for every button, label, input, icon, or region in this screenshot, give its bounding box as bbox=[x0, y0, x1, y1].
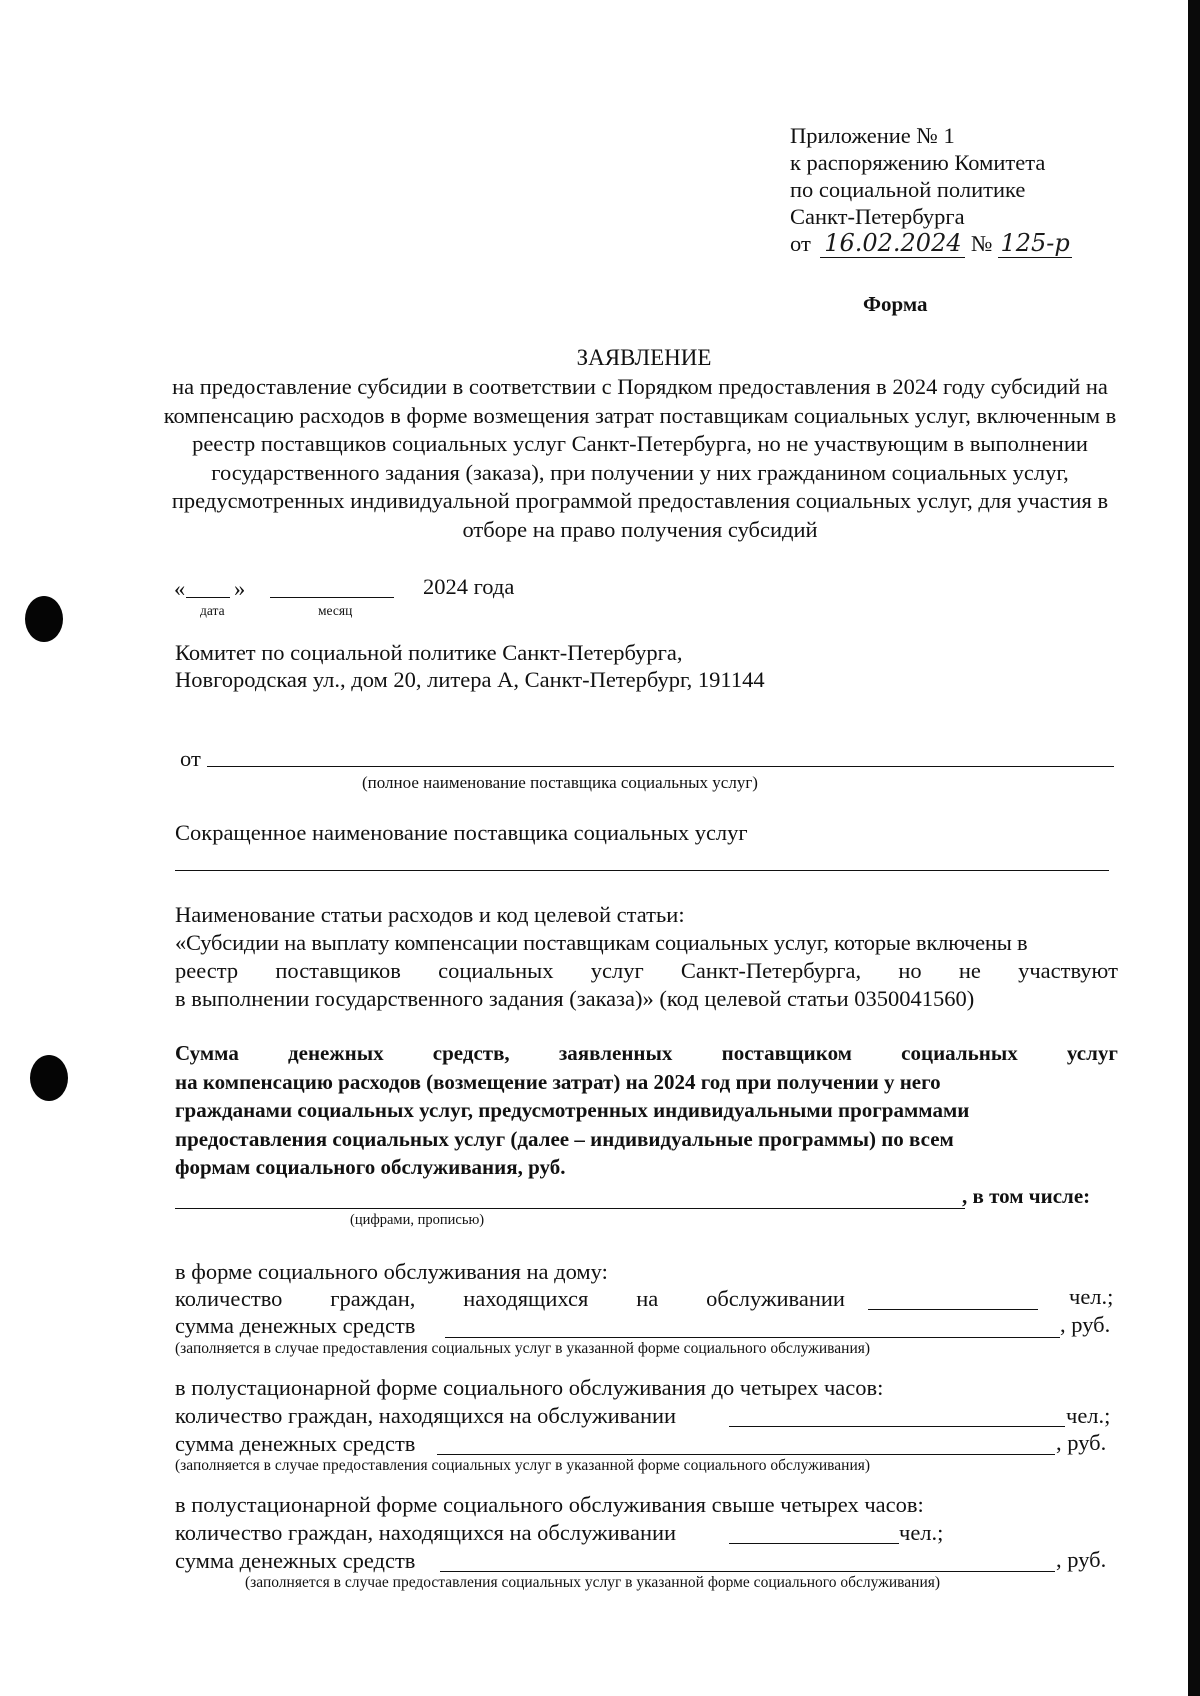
provider-full-name-caption: (полное наименование поставщика социальных услуг) bbox=[362, 773, 758, 792]
expense-word: реестр bbox=[175, 958, 239, 983]
home-sum-unit: , руб. bbox=[1060, 1312, 1111, 1337]
punch-hole-bottom bbox=[30, 1055, 68, 1101]
handwritten-number: 125-р bbox=[998, 230, 1072, 258]
semi-over4-count-field[interactable] bbox=[729, 1543, 899, 1544]
date-month-field[interactable] bbox=[270, 597, 394, 598]
appendix-from-prefix: от bbox=[790, 231, 811, 256]
amount-word: средств, bbox=[432, 1041, 510, 1065]
home-sum-field[interactable] bbox=[445, 1337, 1060, 1338]
amount-word: услуг bbox=[1066, 1041, 1118, 1065]
semi-under4-sum-unit: , руб. bbox=[1056, 1430, 1107, 1455]
addressee-line-2: Новгородская ул., дом 20, литера А, Санкт-Петербург, 191144 bbox=[175, 667, 765, 692]
expense-line-1: «Субсидии на выплату компенсации поставщикам социальных услуг, которые включены в bbox=[175, 930, 1028, 955]
semi-over4-count-unit: чел.; bbox=[899, 1520, 944, 1545]
short-name-label: Сокращенное наименование поставщика социальных услуг bbox=[175, 820, 748, 845]
document-title: ЗАЯВЛЕНИЕ bbox=[576, 345, 712, 370]
date-close-quote: » bbox=[234, 576, 246, 601]
appendix-block bbox=[790, 122, 1072, 258]
date-open-quote: « bbox=[174, 576, 186, 601]
amount-line-2: на компенсацию расходов (возмещение затрат) на 2024 год при получении у него bbox=[175, 1069, 941, 1094]
semi-under4-sum-label: сумма денежных средств bbox=[175, 1431, 416, 1456]
including-label: , в том числе: bbox=[962, 1184, 1091, 1208]
home-count-word: обслуживании bbox=[706, 1286, 845, 1311]
punch-hole-top bbox=[25, 596, 63, 642]
amount-line-3: гражданами социальных услуг, предусмотренных индивидуальными программами bbox=[175, 1098, 970, 1123]
semi-under4-count-unit: чел.; bbox=[1066, 1403, 1111, 1428]
expense-label: Наименование статьи расходов и код целевой статьи: bbox=[175, 902, 685, 927]
amount-statement bbox=[175, 1039, 1118, 1182]
semi-over4-count-label: количество граждан, находящихся на обслуживании bbox=[175, 1520, 677, 1545]
home-count-field[interactable] bbox=[868, 1309, 1038, 1310]
expense-word: социальных bbox=[438, 958, 554, 983]
home-count-word: на bbox=[636, 1286, 659, 1311]
semi-over4-sum-unit: , руб. bbox=[1056, 1547, 1107, 1572]
appendix-line-1: Приложение № 1 bbox=[790, 123, 955, 148]
amount-word: социальных bbox=[901, 1041, 1018, 1065]
home-sum-label: сумма денежных средств bbox=[175, 1313, 416, 1338]
appendix-line-3: по социальной политике bbox=[790, 177, 1026, 202]
addressee-line-1: Комитет по социальной политике Санкт-Петербурга, bbox=[175, 640, 683, 665]
expense-word: Санкт-Петербурга, bbox=[680, 958, 862, 983]
home-heading: в форме социального обслуживания на дому: bbox=[175, 1259, 608, 1284]
date-day-caption: дата bbox=[200, 603, 225, 618]
home-count-unit: чел.; bbox=[1069, 1284, 1114, 1309]
appendix-line-4: Санкт-Петербурга bbox=[790, 204, 965, 229]
amount-word: денежных bbox=[288, 1041, 384, 1065]
semi-over4-sum-field[interactable] bbox=[440, 1571, 1055, 1572]
amount-word: заявленных bbox=[558, 1041, 673, 1065]
total-amount-field[interactable] bbox=[175, 1208, 965, 1209]
expense-word: поставщиков bbox=[275, 958, 401, 983]
semi-over4-sum-label: сумма денежных средств bbox=[175, 1548, 416, 1573]
appendix-number-sign: № bbox=[971, 231, 993, 256]
appendix-line-2: к распоряжению Комитета bbox=[790, 150, 1046, 175]
expense-word: не bbox=[958, 958, 981, 983]
provider-short-name-field[interactable] bbox=[175, 870, 1109, 871]
semi-over4-note: (заполняется в случае предоставления социальных услуг в указанной форме социального обслуживания) bbox=[245, 1574, 941, 1591]
semi-under4-count-label: количество граждан, находящихся на обслуживании bbox=[175, 1403, 677, 1428]
home-count-label bbox=[175, 1286, 845, 1312]
home-count-word: граждан, bbox=[330, 1286, 416, 1311]
home-count-word: количество bbox=[175, 1286, 283, 1311]
date-year-text: 2024 года bbox=[423, 574, 515, 599]
amount-line-4: предоставления социальных услуг (далее – индивидуальные программы) по всем bbox=[175, 1126, 954, 1151]
expense-word: но bbox=[898, 958, 922, 983]
total-amount-caption: (цифрами, прописью) bbox=[350, 1212, 485, 1228]
provider-full-name-field[interactable] bbox=[207, 766, 1114, 767]
date-month-caption: месяц bbox=[318, 603, 353, 618]
expense-word: услуг bbox=[590, 958, 644, 983]
expense-line-2 bbox=[175, 958, 1118, 984]
semi-under4-heading: в полустационарной форме социального обслуживания до четырех часов: bbox=[175, 1375, 884, 1400]
semi-under4-note: (заполняется в случае предоставления социальных услуг в указанной форме социального обслуживания) bbox=[175, 1457, 871, 1474]
expense-line-3: в выполнении государственного задания (заказа)» (код целевой статьи 0350041560) bbox=[175, 986, 975, 1011]
amount-line-5: формам социального обслуживания, руб. bbox=[175, 1155, 566, 1180]
scan-edge-bar bbox=[1188, 0, 1200, 1696]
amount-word: Сумма bbox=[175, 1041, 239, 1065]
handwritten-date: 16.02.2024 bbox=[820, 230, 965, 258]
semi-under4-count-field[interactable] bbox=[729, 1426, 1065, 1427]
expense-word: участвуют bbox=[1018, 958, 1118, 983]
document-subtitle: на предоставление субсидии в соответствии с Порядком предоставления в 2024 году субсидий на компенсацию расходов в форме возмещения затрат поставщикам социальных услуг, включенным в реестр поставщиков социальных услуг Санкт-Петербурга, но не участвующим в выполнении государственного задания (заказа), при получении у них гражданином социальных услуг, предусмотренных индивидуальной программой предоставления социальных услуг, для участия в отборе на право получения субсидий bbox=[163, 374, 1117, 542]
form-label: Форма bbox=[863, 292, 928, 316]
date-day-field[interactable] bbox=[186, 597, 230, 598]
semi-over4-heading: в полустационарной форме социального обслуживания свыше четырех часов: bbox=[175, 1492, 924, 1517]
from-label: от bbox=[180, 746, 201, 771]
semi-under4-sum-field[interactable] bbox=[437, 1454, 1055, 1455]
amount-word: поставщиком bbox=[721, 1041, 852, 1065]
amount-line-1 bbox=[175, 1039, 1118, 1068]
appendix-date-line bbox=[790, 230, 1072, 258]
home-note: (заполняется в случае предоставления социальных услуг в указанной форме социального обслуживания) bbox=[175, 1340, 871, 1357]
home-count-word: находящихся bbox=[463, 1286, 589, 1311]
